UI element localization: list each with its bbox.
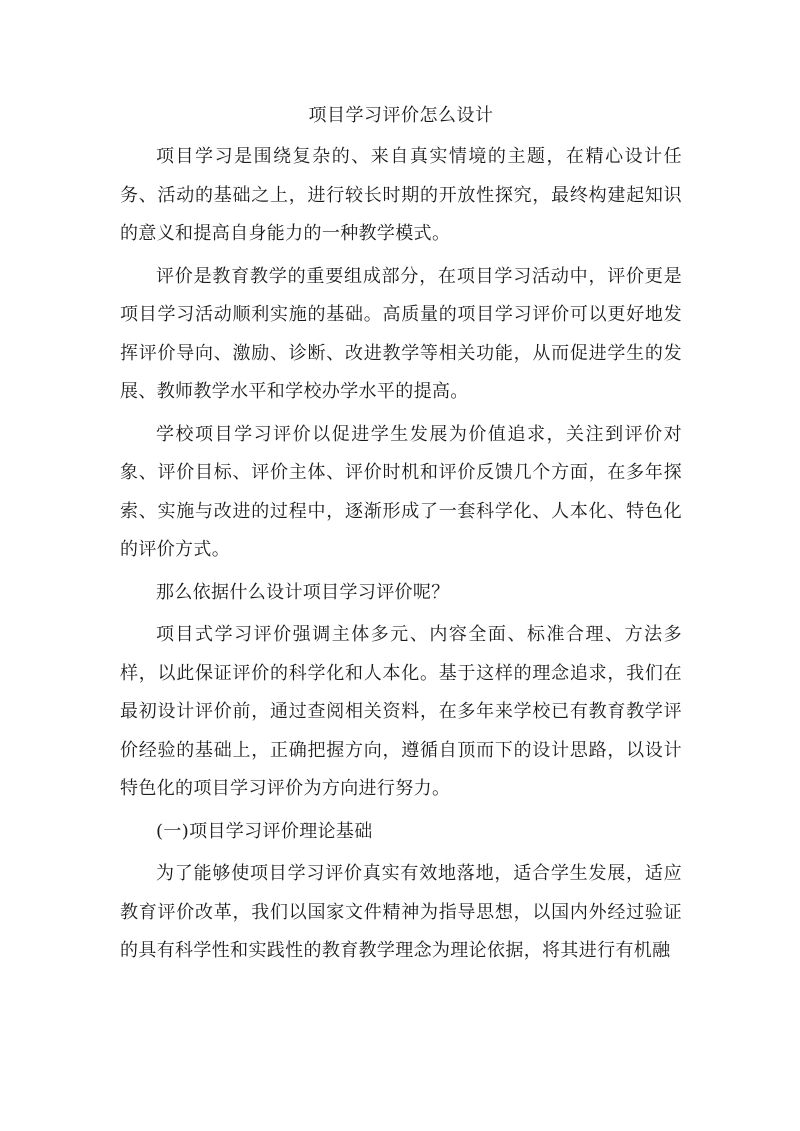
paragraph-theory-basis: 为了能够使项目学习评价真实有效地落地，适合学生发展，适应教育评价改革，我们以国家文件精神为指导思想，以国内外经过验证的具有科学性和实践性的教育教学理念为理论依据，将其进行有机融 xyxy=(120,863,682,961)
paragraph-intro: 项目学习是围绕复杂的、来自真实情境的主题，在精心设计任务、活动的基础之上，进行较长时期的开放性探究，最终构建起知识的意义和提高自身能力的一种教学模式。 xyxy=(120,146,682,244)
section-heading-theory: (一)项目学习评价理论基础 xyxy=(156,820,373,842)
paragraph-question: 那么依据什么设计项目学习评价呢？ xyxy=(156,581,450,603)
document-page xyxy=(120,96,682,975)
paragraph-design-principles: 项目式学习评价强调主体多元、内容全面、标准合理、方法多样，以此保证评价的科学化和人本化。基于这样的理念追求，我们在最初设计评价前，通过查阅相关资料，在多年来学校已有教育教学评价经验的基础上，正确把握方向，遵循自顶而下的设计思路，以设计特色化的项目学习评价为方向进行努力。 xyxy=(120,624,682,799)
paragraph-evaluation-importance: 评价是教育教学的重要组成部分，在项目学习活动中，评价更是项目学习活动顺利实施的基础。高质量的项目学习评价可以更好地发挥评价导向、激励、诊断、改进教学等相关功能，从而促进学生的发展、教师教学水平和学校办学水平的提高。 xyxy=(120,265,682,402)
paragraph-school-evaluation: 学校项目学习评价以促进学生发展为价值追求，关注到评价对象、评价目标、评价主体、评价时机和评价反馈几个方面，在多年探索、实施与改进的过程中，逐渐形成了一套科学化、人本化、特色化的评价方式。 xyxy=(120,423,682,560)
document-title: 项目学习评价怎么设计 xyxy=(308,105,494,126)
